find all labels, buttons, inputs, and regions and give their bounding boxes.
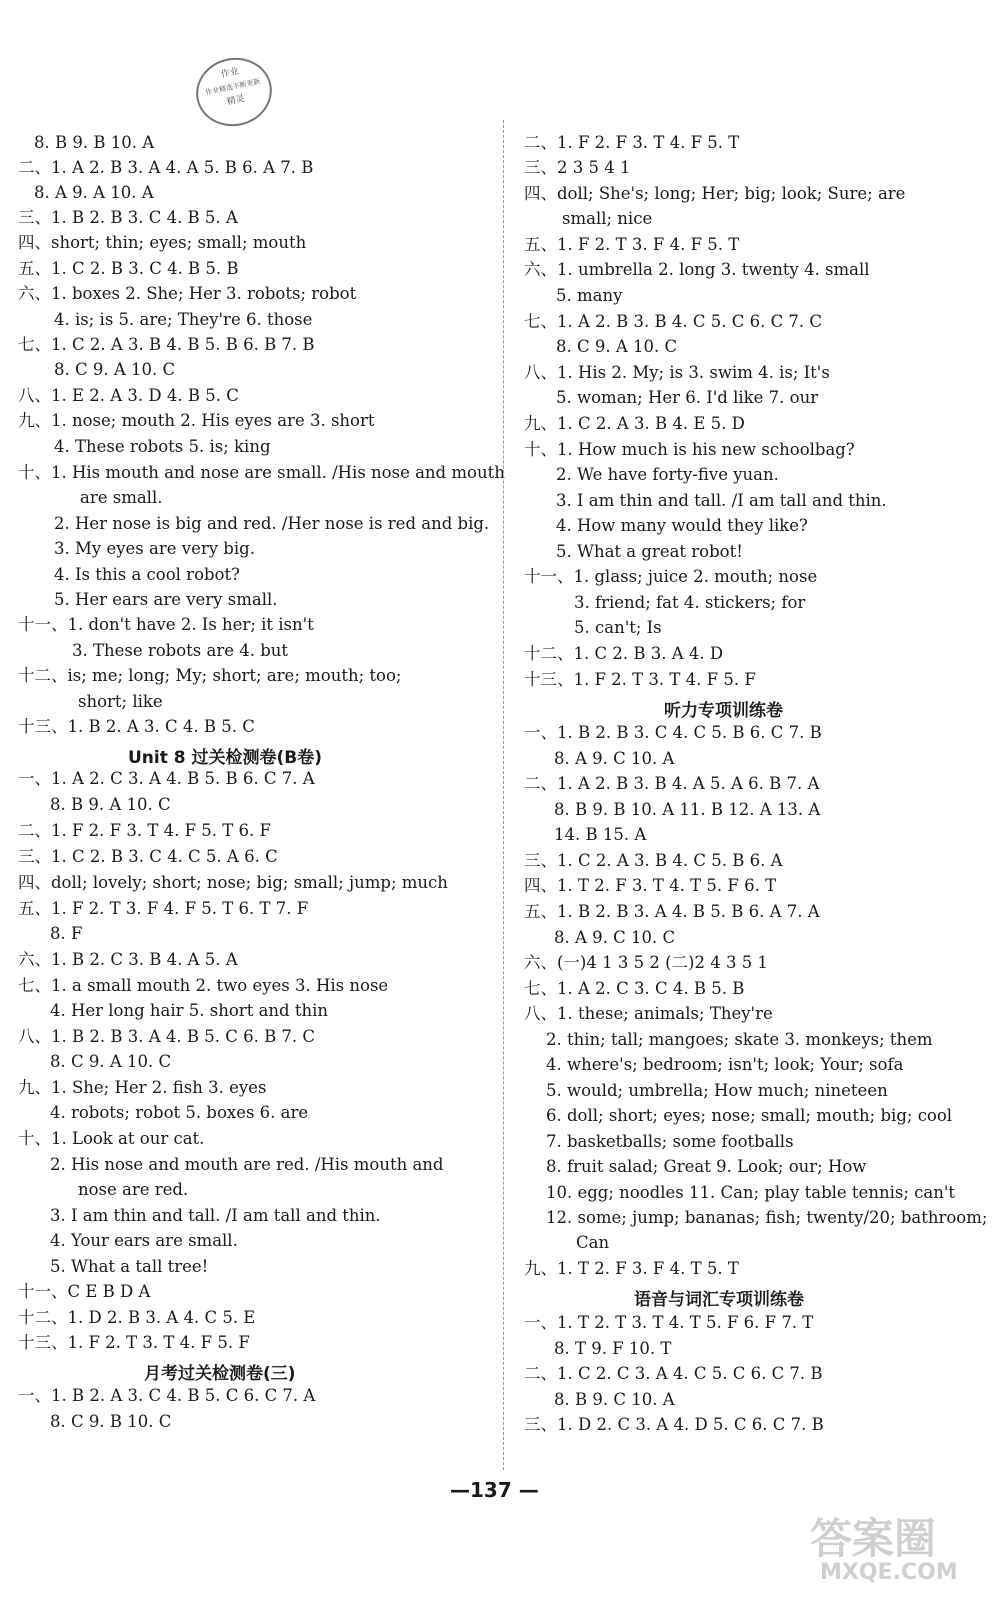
answer-line: 2. We have forty-five yuan. (556, 465, 779, 484)
section-heading: 月考过关检测卷(三) (144, 1364, 296, 1384)
answer-line: 8. A 9. C 10. C (554, 928, 676, 947)
answer-line: 十三、1. F 2. T 3. T 4. F 5. F (18, 1333, 250, 1352)
answer-line: 8. A 9. C 10. A (554, 749, 675, 768)
answer-line: 三、1. D 2. C 3. A 4. D 5. C 6. C 7. B (524, 1415, 824, 1434)
answer-line: 5. woman; Her 6. I'd like 7. our (556, 388, 819, 407)
answer-line: 十一、C E B D A (18, 1282, 151, 1301)
answer-line: 2. His nose and mouth are red. /His mouth and (50, 1155, 444, 1174)
answer-line: 二、1. A 2. B 3. B 4. A 5. A 6. B 7. A (524, 774, 820, 793)
answer-line: 四、doll; She's; long; Her; big; look; Sure; are (524, 184, 906, 203)
answer-line: 六、1. B 2. C 3. B 4. A 5. A (18, 950, 238, 969)
answer-line: 九、1. C 2. A 3. B 4. E 5. D (524, 414, 745, 433)
section-heading: 听力专项训练卷 (664, 701, 783, 721)
answer-line: 六、(一)4 1 3 5 2 (二)2 4 3 5 1 (524, 953, 768, 972)
stamp-line-1: 作业 (220, 66, 240, 81)
answer-line: 二、1. F 2. F 3. T 4. F 5. T (524, 133, 740, 152)
answer-line: 七、1. A 2. B 3. B 4. C 5. C 6. C 7. C (524, 312, 823, 331)
page-number: —137 — (450, 1478, 539, 1502)
section-heading: Unit 8 过关检测卷(B卷) (128, 748, 323, 768)
answer-line: 十、1. How much is his new schoolbag? (524, 440, 855, 459)
watermark-site: 答案圈 (810, 1514, 937, 1563)
answer-line: 3. My eyes are very big. (54, 539, 255, 558)
answer-line: 5. Her ears are very small. (54, 590, 278, 609)
answer-line: are small. (80, 488, 163, 507)
answer-line: 4. These robots 5. is; king (54, 437, 271, 456)
answer-line: 8. A 9. A 10. A (34, 183, 154, 202)
answer-line: 3. I am thin and tall. /I am tall and thin. (556, 491, 887, 510)
answer-line: 三、1. C 2. B 3. C 4. C 5. A 6. C (18, 847, 278, 866)
answer-line: 4. Is this a cool robot? (54, 565, 240, 584)
answer-line: 十二、1. D 2. B 3. A 4. C 5. E (18, 1308, 256, 1327)
answer-line: 十三、1. B 2. A 3. C 4. B 5. C (18, 717, 255, 736)
answer-line: 二、1. C 2. C 3. A 4. C 5. C 6. C 7. B (524, 1364, 823, 1383)
answer-line: 十二、is; me; long; My; short; are; mouth; too; (18, 666, 402, 685)
answer-line: 一、1. B 2. B 3. C 4. C 5. B 6. C 7. B (524, 723, 822, 742)
answer-line: 九、1. She; Her 2. fish 3. eyes (18, 1078, 267, 1097)
answer-line: 八、1. B 2. B 3. A 4. B 5. C 6. B 7. C (18, 1027, 316, 1046)
answer-line: 六、1. boxes 2. She; Her 3. robots; robot (18, 284, 357, 303)
answer-line: 14. B 15. A (554, 825, 647, 844)
answer-line: 五、1. B 2. B 3. A 4. B 5. B 6. A 7. A (524, 902, 820, 921)
answer-line: 四、doll; lovely; short; nose; big; small; jump; much (18, 873, 448, 892)
answer-line: 五、1. C 2. B 3. C 4. B 5. B (18, 259, 239, 278)
answer-line: 一、1. A 2. C 3. A 4. B 5. B 6. C 7. A (18, 769, 315, 788)
answer-line: 5. would; umbrella; How much; nineteen (546, 1081, 888, 1100)
stamp-line-3: 精灵 (226, 94, 246, 108)
column-divider (503, 120, 504, 1470)
answer-line: 12. some; jump; bananas; fish; twenty/20; bathroom; (546, 1208, 988, 1227)
answer-line: 3. These robots are 4. but (72, 641, 289, 660)
answer-line: 五、1. F 2. T 3. F 4. F 5. T (524, 235, 740, 254)
answer-line: 九、1. nose; mouth 2. His eyes are 3. short (18, 411, 375, 430)
answer-line: 四、short; thin; eyes; small; mouth (18, 233, 307, 252)
answer-line: Can (576, 1233, 610, 1252)
answer-line: 4. Your ears are small. (50, 1231, 238, 1250)
answer-line: 十一、1. don't have 2. Is her; it isn't (18, 615, 314, 634)
answer-line: 8. C 9. A 10. C (50, 1052, 172, 1071)
answer-line: 一、1. B 2. A 3. C 4. B 5. C 6. C 7. A (18, 1386, 316, 1405)
answer-line: 三、1. B 2. B 3. C 4. B 5. A (18, 208, 238, 227)
answer-line: 二、1. F 2. F 3. T 4. F 5. T 6. F (18, 821, 271, 840)
answer-line: 九、1. T 2. F 3. F 4. T 5. T (524, 1259, 739, 1278)
answer-line: 2. Her nose is big and red. /Her nose is red and big. (54, 514, 490, 533)
answer-line: 6. doll; short; eyes; nose; small; mouth; big; cool (546, 1106, 953, 1125)
answer-line: 十一、1. glass; juice 2. mouth; nose (524, 567, 818, 586)
answer-line: 七、1. a small mouth 2. two eyes 3. His nose (18, 976, 389, 995)
answer-line: 一、1. T 2. T 3. T 4. T 5. F 6. F 7. T (524, 1313, 814, 1332)
stamp-line-2: 作业精选不断更新 (204, 77, 262, 97)
answer-line: short; like (78, 692, 163, 711)
answer-line: 5. What a great robot! (556, 542, 743, 561)
answer-line: 六、1. umbrella 2. long 3. twenty 4. small (524, 260, 870, 279)
answer-line: 三、1. C 2. A 3. B 4. C 5. B 6. A (524, 851, 783, 870)
answer-line: 7. basketballs; some footballs (546, 1132, 794, 1151)
answer-line: 五、1. F 2. T 3. F 4. F 5. T 6. T 7. F (18, 899, 309, 918)
answer-line: 8. C 9. B 10. C (50, 1412, 172, 1431)
answer-line: 5. What a tall tree! (50, 1257, 209, 1276)
answer-line: 十三、1. F 2. T 3. T 4. F 5. F (524, 670, 756, 689)
answer-line: 4. where's; bedroom; isn't; look; Your; sofa (546, 1055, 904, 1074)
answer-line: 十、1. His mouth and nose are small. /His nose and mouth (18, 463, 505, 482)
answer-line: 十二、1. C 2. B 3. A 4. D (524, 644, 724, 663)
answer-line: 5. can't; Is (574, 618, 662, 637)
answer-line: 4. is; is 5. are; They're 6. those (54, 310, 313, 329)
answer-line: 8. B 9. C 10. A (554, 1390, 675, 1409)
answer-line: 十、1. Look at our cat. (18, 1129, 205, 1148)
answer-line: 八、1. E 2. A 3. D 4. B 5. C (18, 386, 239, 405)
watermark-url: MXQE.COM (820, 1560, 958, 1585)
answer-line: nose are red. (78, 1180, 189, 1199)
answer-line: 4. robots; robot 5. boxes 6. are (50, 1103, 309, 1122)
answer-line: 八、1. these; animals; They're (524, 1004, 773, 1023)
stamp (190, 51, 278, 133)
answer-line: 八、1. His 2. My; is 3. swim 4. is; It's (524, 363, 830, 382)
answer-line: small; nice (562, 209, 653, 228)
answer-line: 3. friend; fat 4. stickers; for (574, 593, 806, 612)
section-heading: 语音与词汇专项训练卷 (634, 1290, 804, 1310)
answer-line: 2. thin; tall; mangoes; skate 3. monkeys; them (546, 1030, 933, 1049)
answer-line: 4. How many would they like? (556, 516, 808, 535)
answer-line: 8. C 9. A 10. C (54, 360, 176, 379)
answer-line: 三、2 3 5 4 1 (524, 158, 631, 177)
answer-line: 8. T 9. F 10. T (554, 1339, 672, 1358)
answer-line: 4. Her long hair 5. short and thin (50, 1001, 329, 1020)
answer-line: 8. C 9. A 10. C (556, 337, 678, 356)
answer-line: 8. F (50, 924, 83, 943)
answer-line: 七、1. A 2. C 3. C 4. B 5. B (524, 979, 745, 998)
answer-line: 8. B 9. B 10. A (34, 133, 155, 152)
answer-line: 3. I am thin and tall. /I am tall and thin. (50, 1206, 381, 1225)
answer-line: 二、1. A 2. B 3. A 4. A 5. B 6. A 7. B (18, 158, 314, 177)
answer-line: 四、1. T 2. F 3. T 4. T 5. F 6. T (524, 876, 777, 895)
answer-line: 5. many (556, 286, 623, 305)
answer-line: 8. B 9. B 10. A 11. B 12. A 13. A (554, 800, 821, 819)
answer-line: 七、1. C 2. A 3. B 4. B 5. B 6. B 7. B (18, 335, 315, 354)
answer-line: 8. fruit salad; Great 9. Look; our; How (546, 1157, 867, 1176)
answer-line: 10. egg; noodles 11. Can; play table tennis; can't (546, 1183, 955, 1202)
answer-line: 8. B 9. A 10. C (50, 795, 171, 814)
